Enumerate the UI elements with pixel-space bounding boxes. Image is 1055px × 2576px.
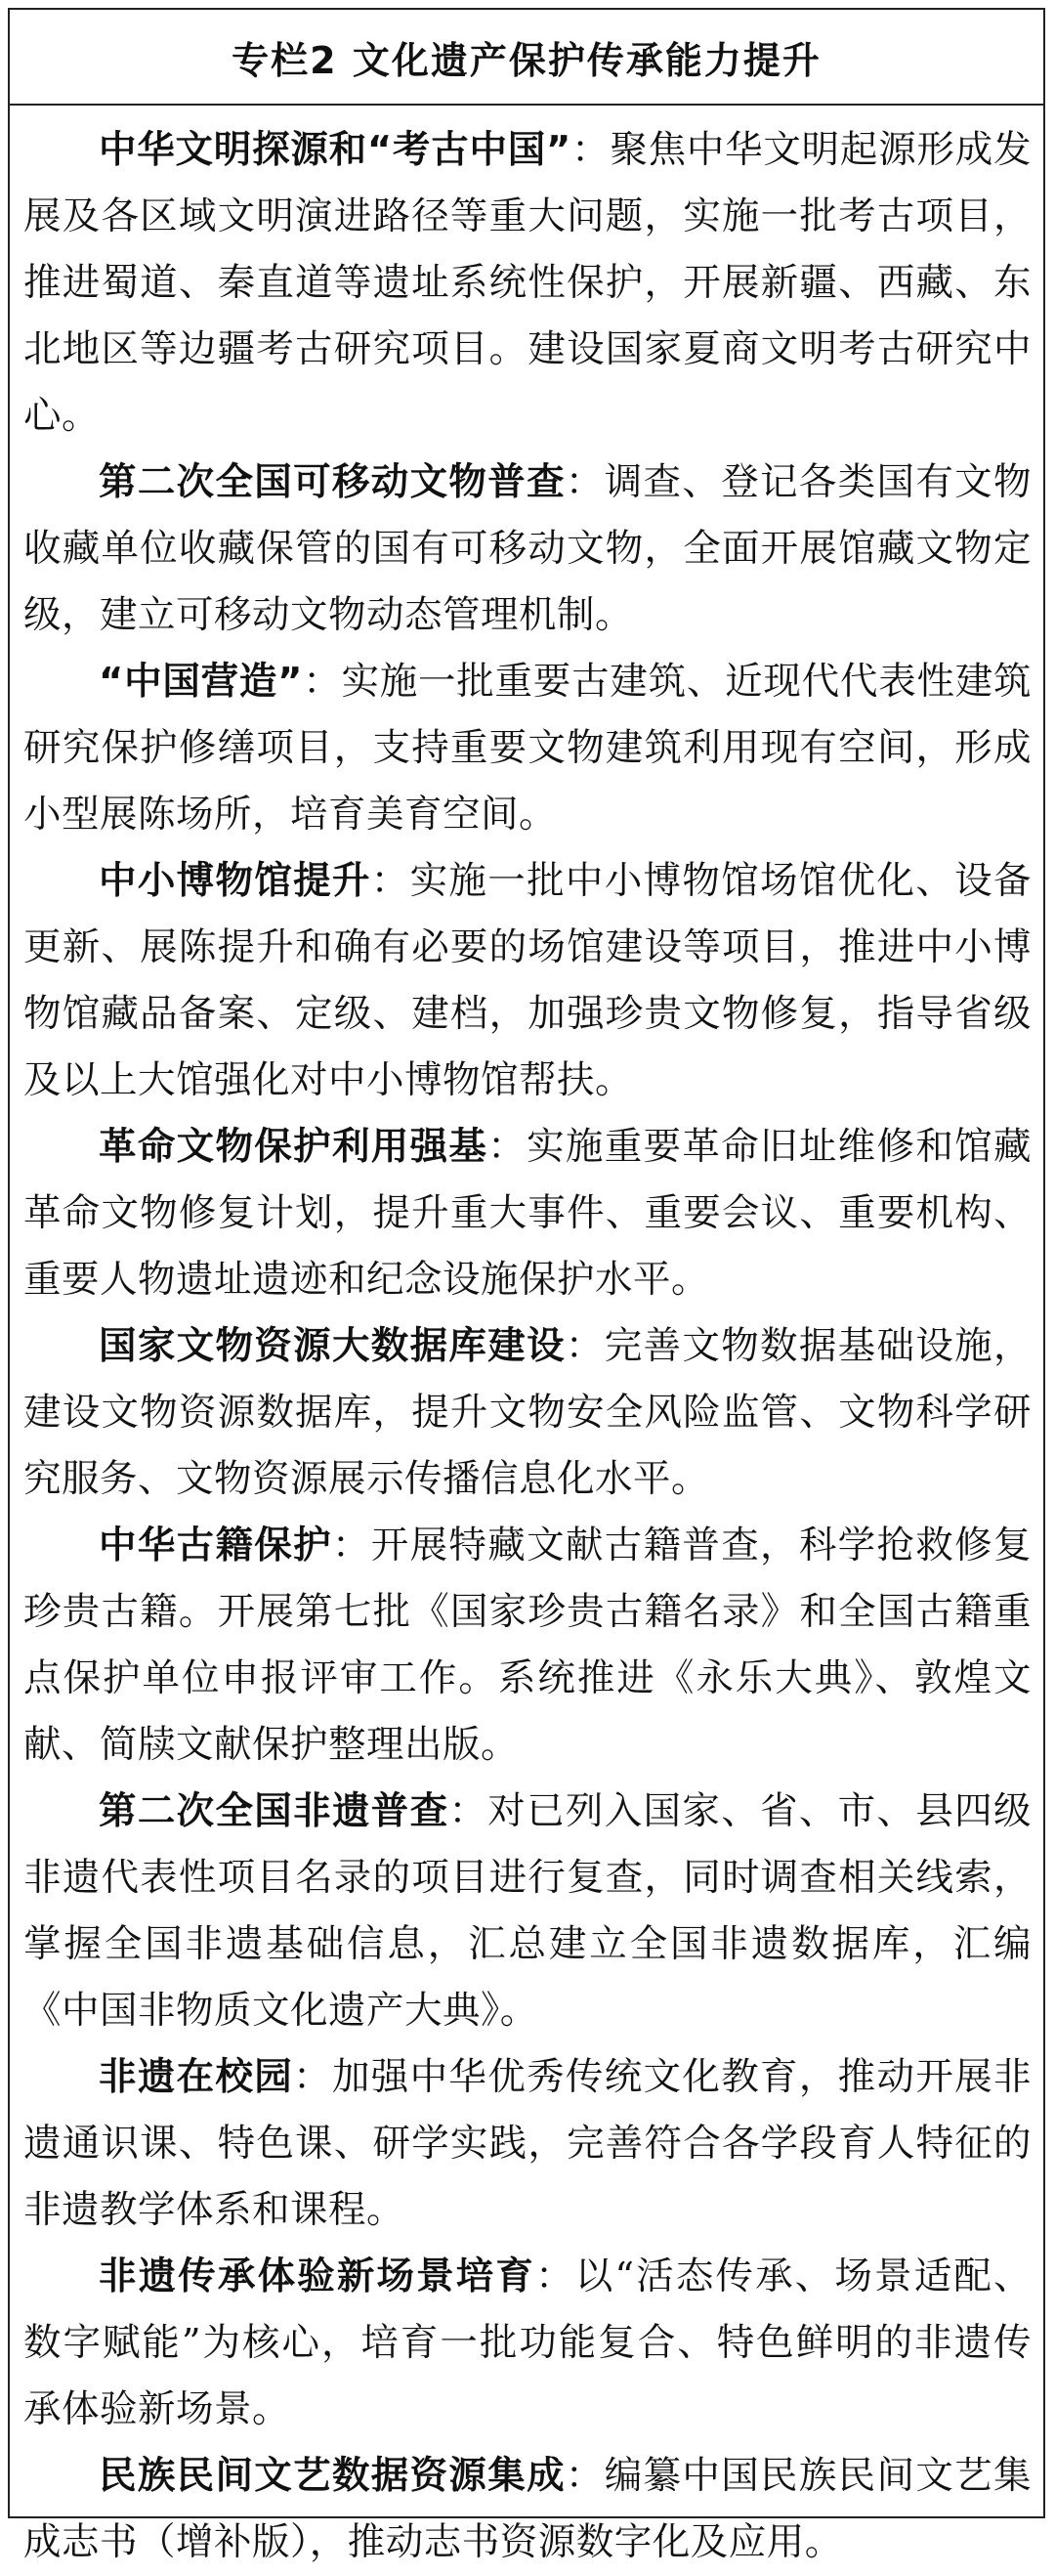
item-body: ：开展特藏文献古籍普查，科学抢救修复珍贵古籍。开展第七批《国家珍贵古籍名录》和全国古籍重点保护单位申报评审工作。系统推进《永乐大典》、敦煌文献、简牍文献保护整理出版。 bbox=[23, 1524, 1032, 1767]
item-paragraph bbox=[23, 450, 1032, 649]
item-lead: 国家文物资源大数据库建设 bbox=[99, 1324, 566, 1368]
item-body: ：编纂中国民族民间文艺集成志书（增补版），推动志书资源数字化及应用。 bbox=[23, 2454, 1032, 2564]
item-body: ：实施重要革命旧址维修和馆藏革命文物修复计划，提升重大事件、重要会议、重要机构、重要人物遗址遗迹和纪念设施保护水平。 bbox=[23, 1125, 1032, 1302]
item-lead: 中小博物馆提升 bbox=[99, 859, 371, 903]
item-body: ：实施一批重要古建筑、近现代代表性建筑研究保护修缮项目，支持重要文物建筑利用现有空间，形成小型展陈场所，培育美育空间。 bbox=[23, 660, 1032, 837]
item-paragraph bbox=[23, 1313, 1032, 1513]
item-paragraph bbox=[23, 2443, 1032, 2576]
item-paragraph bbox=[23, 649, 1032, 848]
item-body: ：调查、登记各类国有文物收藏单位收藏保管的国有可移动文物，全面开展馆藏文物定级，建立可移动文物动态管理机制。 bbox=[23, 460, 1032, 637]
item-paragraph bbox=[23, 2244, 1032, 2443]
item-lead: 革命文物保护利用强基 bbox=[99, 1125, 488, 1169]
item-lead: 非遗在校园 bbox=[99, 2055, 294, 2099]
box-title-row bbox=[10, 10, 1043, 106]
item-paragraph bbox=[23, 848, 1032, 1114]
item-body: ：对已列入国家、省、市、县四级非遗代表性项目名录的项目进行复查，同时调查相关线索，掌握全国非遗基础信息，汇总建立全国非遗数据库，汇编《中国非物质文化遗产大典》。 bbox=[23, 1789, 1032, 2033]
item-paragraph bbox=[23, 1779, 1032, 2044]
column-box bbox=[8, 8, 1045, 2564]
item-body: ：完善文物数据基础设施，建设文物资源数据库，提升文物安全风险监管、文物科学研究服务、文物资源展示传播信息化水平。 bbox=[23, 1324, 1032, 1501]
item-body: ：实施一批中小博物馆场馆优化、设备更新、展陈提升和确有必要的场馆建设等项目，推进中小博物馆藏品备案、定级、建档，加强珍贵文物修复，指导省级及以上大馆强化对中小博物馆帮扶。 bbox=[23, 859, 1032, 1102]
item-lead: 中华古籍保护 bbox=[99, 1524, 332, 1567]
item-body: ：以“活态传承、场景适配、数字赋能”为核心，培育一批功能复合、特色鲜明的非遗传承体验新场景。 bbox=[23, 2254, 1032, 2431]
item-paragraph bbox=[23, 2044, 1032, 2244]
item-lead: 第二次全国可移动文物普查 bbox=[99, 460, 566, 504]
item-lead: 民族民间文艺数据资源集成 bbox=[99, 2454, 566, 2498]
item-lead: 第二次全国非遗普查 bbox=[99, 1789, 449, 1833]
item-lead: 中华文明探源和“考古中国” bbox=[99, 128, 571, 172]
item-paragraph bbox=[23, 117, 1032, 450]
box-title: 专栏2 文化遗产保护传承能力提升 bbox=[232, 38, 822, 82]
item-body: ：聚焦中华文明起源形成发展及各区域文明演进路径等重大问题，实施一批考古项目，推进蜀道、秦直道等遗址系统性保护，开展新疆、西藏、东北地区等边疆考古研究项目。建设国家夏商文明考古研究中心。 bbox=[23, 128, 1032, 438]
box-content bbox=[10, 106, 1043, 2576]
item-lead: “中国营造” bbox=[99, 660, 303, 704]
item-paragraph bbox=[23, 1513, 1032, 1779]
item-paragraph bbox=[23, 1114, 1032, 1313]
item-body: ：加强中华优秀传统文化教育，推动开展非遗通识课、特色课、研学实践，完善符合各学段育人特征的非遗教学体系和课程。 bbox=[23, 2055, 1032, 2232]
item-lead: 非遗传承体验新场景培育 bbox=[99, 2254, 536, 2298]
